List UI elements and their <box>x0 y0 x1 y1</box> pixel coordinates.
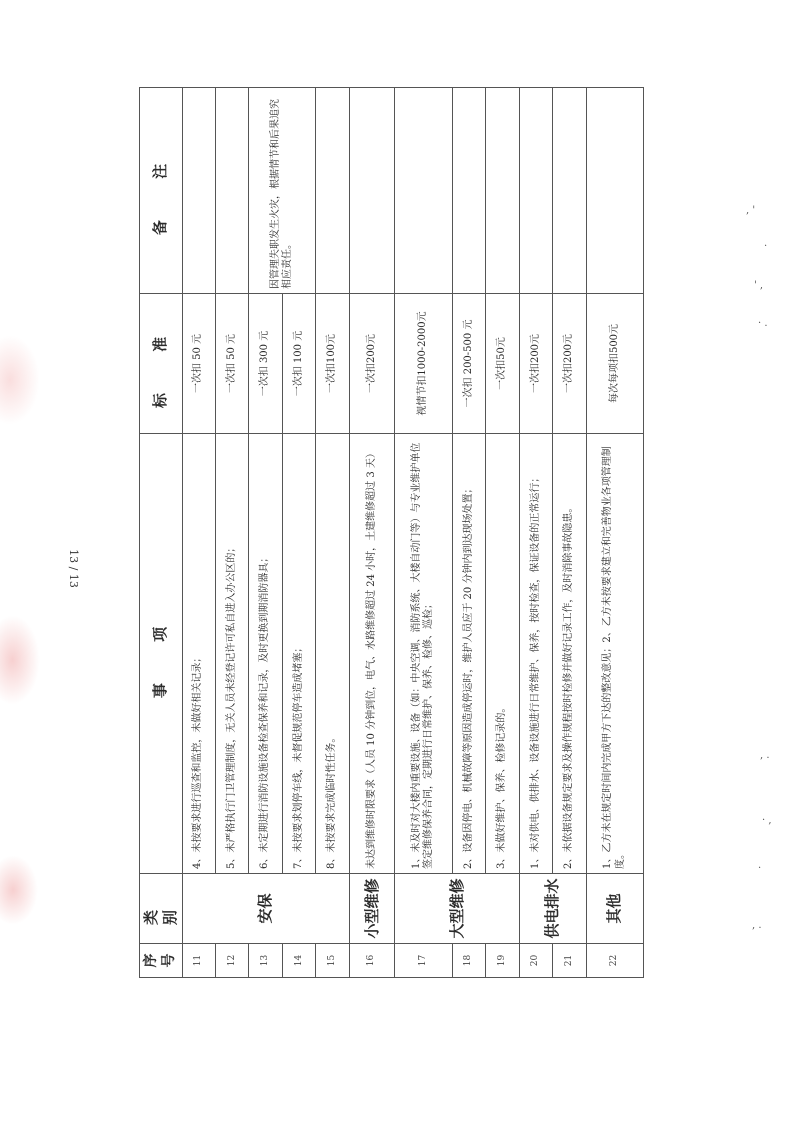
row-item: 8、未按要求完成临时性任务。 <box>316 434 349 874</box>
row-seq: 20 <box>519 944 552 978</box>
row-standard: 一次扣100元 <box>316 294 349 434</box>
table-row <box>316 88 349 978</box>
row-seq: 22 <box>586 944 643 978</box>
table-row <box>215 88 248 978</box>
row-standard: 一次扣 100 元 <box>282 294 315 434</box>
table-row <box>519 88 552 978</box>
scan-speck: , . <box>760 750 770 761</box>
row-item: 1、乙方未在规定时间内完成甲方下达的整改意见；2、乙方未按要求建立和完善物业各项管理制度。 <box>586 434 643 874</box>
page-number: 13 / 13 <box>66 549 80 588</box>
category-major-repair: 大型维修 <box>395 874 519 944</box>
header-standard: 标 准 <box>140 294 183 434</box>
row-note <box>586 88 643 294</box>
row-item: 1、未对供电、供排水、设备设施进行日常维护、保养，按时检查，保证设备的正常运行； <box>519 434 552 874</box>
row-item: 2、设备因停电、机械故障等原因造成停运时，维护人员应于 20 分钟内到达现场处置； <box>452 434 485 874</box>
row-item: 7、未按要求划停车线，未督促规范停车造成堵塞； <box>282 434 315 874</box>
row-item: 2、未依据设备规定要求及操作规程按时检修并做好记录工作，及时消除事故隐患。 <box>553 434 586 874</box>
row-item: 6、未定期进行消防设施设备检查保养和记录，及时更换到期消防器具； <box>249 434 282 874</box>
row-seq: 16 <box>349 944 394 978</box>
header-seq: 序号 <box>140 944 183 978</box>
rotated-table-container <box>139 88 644 978</box>
row-seq: 15 <box>316 944 349 978</box>
category-power-water: 供电排水 <box>519 874 586 944</box>
row-seq: 12 <box>215 944 248 978</box>
row-note <box>349 88 394 294</box>
row-standard: 一次扣200元 <box>349 294 394 434</box>
row-note <box>519 88 552 294</box>
row-standard: 一次扣 50 元 <box>215 294 248 434</box>
row-seq: 13 <box>249 944 282 978</box>
row-seq: 19 <box>486 944 519 978</box>
table-row <box>452 88 485 978</box>
row-note <box>553 88 586 294</box>
scan-speck: , ' <box>746 205 756 216</box>
row-note <box>486 88 519 294</box>
row-item: 5、未严格执行门卫管理制度，无关人员未经登记许可私自进入办公区的； <box>215 434 248 874</box>
row-note <box>316 88 349 294</box>
row-standard: 每次每项扣500元 <box>586 294 643 434</box>
row-note <box>182 88 215 294</box>
scan-speck: · , <box>762 815 772 826</box>
row-item: 4、未按要求进行巡查和监控，未做好相关记录； <box>182 434 215 874</box>
row-standard: 一次扣 200-500 元 <box>452 294 485 434</box>
table-row <box>486 88 519 978</box>
scan-speck: . <box>758 860 762 871</box>
row-note <box>452 88 485 294</box>
penalty-table <box>139 87 644 978</box>
table-row <box>586 88 643 978</box>
row-item: 未达到维修时限要求（人员 10 分钟到位，电气、水路维修超过 24 小时，土建维修超过 3 天） <box>349 434 394 874</box>
category-other: 其他 <box>586 874 643 944</box>
header-item: 事 项 <box>140 434 183 874</box>
table-row <box>349 88 394 978</box>
table-row <box>182 88 215 978</box>
row-standard: 视情节扣1000-2000元 <box>395 294 452 434</box>
scan-speck: · . <box>758 318 768 329</box>
category-minor-repair: 小型维修 <box>349 874 394 944</box>
row-item: 1、未及时对大楼内重要设施、设备（如：中央空调、消防系统、大楼自动门等）与专业维护单位签定维修保养合同，定期进行日常维护、保养、检修、巡检； <box>395 434 452 874</box>
category-security: 安保 <box>182 874 349 944</box>
table-row <box>249 88 282 978</box>
header-note: 备 注 <box>140 88 183 294</box>
row-item: 3、未做好维护、保养、检修记录的。 <box>486 434 519 874</box>
table-header-row <box>140 88 183 978</box>
row-note-fire: 因管理失职发生火灾，根据情节和后果追究相应责任。 <box>249 88 316 294</box>
seal-residue <box>0 335 40 425</box>
row-standard: 一次扣200元 <box>553 294 586 434</box>
table-row <box>553 88 586 978</box>
row-seq: 11 <box>182 944 215 978</box>
scan-speck: . <box>764 238 768 249</box>
row-note <box>395 88 452 294</box>
seal-residue <box>0 615 40 705</box>
table-row <box>395 88 452 978</box>
scan-speck: , . <box>752 920 762 931</box>
row-standard: 一次扣 300 元 <box>249 294 282 434</box>
row-standard: 一次扣 50 元 <box>182 294 215 434</box>
row-standard: 一次扣200元 <box>519 294 552 434</box>
row-standard: 一次扣50元 <box>486 294 519 434</box>
row-seq: 21 <box>553 944 586 978</box>
row-seq: 14 <box>282 944 315 978</box>
scan-speck: ' , <box>754 280 764 291</box>
row-seq: 18 <box>452 944 485 978</box>
row-seq: 17 <box>395 944 452 978</box>
row-note <box>215 88 248 294</box>
header-category: 类别 <box>140 874 183 944</box>
seal-residue <box>0 855 38 925</box>
